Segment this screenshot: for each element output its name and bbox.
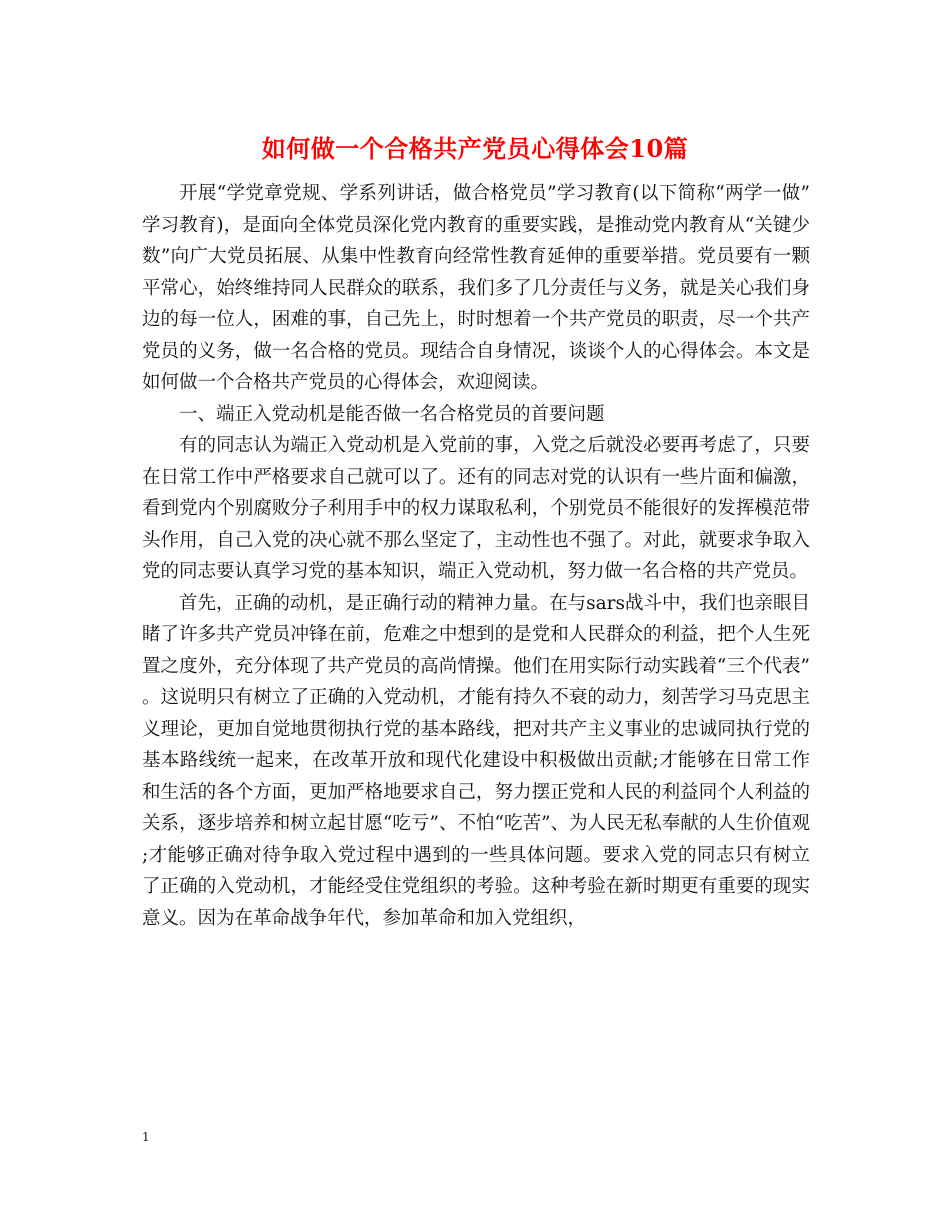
document-body (142, 178, 810, 934)
section-heading-1: 一、端正入党动机是能否做一名合格党员的首要问题 (179, 403, 605, 425)
paragraph-first-point: 首先，正确的动机，是正确行动的精神力量。在与sars战斗中，我们也亲眼目睹了许多共产党员冲锋在前，危难之中想到的是党和人民群众的利益，把个人生死置之度外，充分体现了共产党员的高尚情操。他们在用实际行动实践着“三个代表”。这说明只有树立了正确的入党动机，才能有持久不衰的动力，刻苦学习马克思主义理论，更加自觉地贯彻执行党的基本路线，把对共产主义事业的忠诚同执行党的基本路线统一起来，在改革开放和现代化建设中积极做出贡献;才能够在日常工作和生活的各个方面，更加严格地要求自己，努力摆正党和人民的利益同个人利益的关系，逐步培养和树立起甘愿“吃亏”、不怕“吃苦”、为人民无私奉献的人生价值观;才能够正确对待争取入党过程中遇到的一些具体问题。要求入党的同志只有树立了正确的入党动机，才能经受住党组织的考验。这种考验在新时期更有重要的现实意义。因为在革命战争年代，参加革命和加入党组织， (142, 592, 810, 929)
page-number: 1 (142, 1130, 150, 1144)
paragraph-section-1: 有的同志认为端正入党动机是入党前的事，入党之后就没必要再考虑了，只要在日常工作中严格要求自己就可以了。还有的同志对党的认识有一些片面和偏激，看到党内个别腐败分子利用手中的权力谋取私利，个别党员不能很好的发挥模范带头作用，自己入党的决心就不那么坚定了，主动性也不强了。对此，就要求争取入党的同志要认真学习党的基本知识，端正入党动机，努力做一名合格的共产党员。 (142, 435, 810, 582)
paragraph-intro: 开展“学党章党规、学系列讲话，做合格党员”学习教育(以下简称“两学一做”学习教育)，是面向全体党员深化党内教育的重要实践，是推动党内教育从“关键少数”向广大党员拓展、从集中性教育向经常性教育延伸的重要举措。党员要有一颗平常心，始终维持同人民群众的联系，我们多了几分责任与义务，就是关心我们身边的每一位人，困难的事，自己先上，时时想着一个共产党员的职责，尽一个共产党员的义务，做一名合格的党员。现结合自身情况，谈谈个人的心得体会。本文是如何做一个合格共产党员的心得体会，欢迎阅读。 (142, 183, 810, 393)
document-title: 如何做一个合格共产党员心得体会10篇 (261, 134, 689, 163)
